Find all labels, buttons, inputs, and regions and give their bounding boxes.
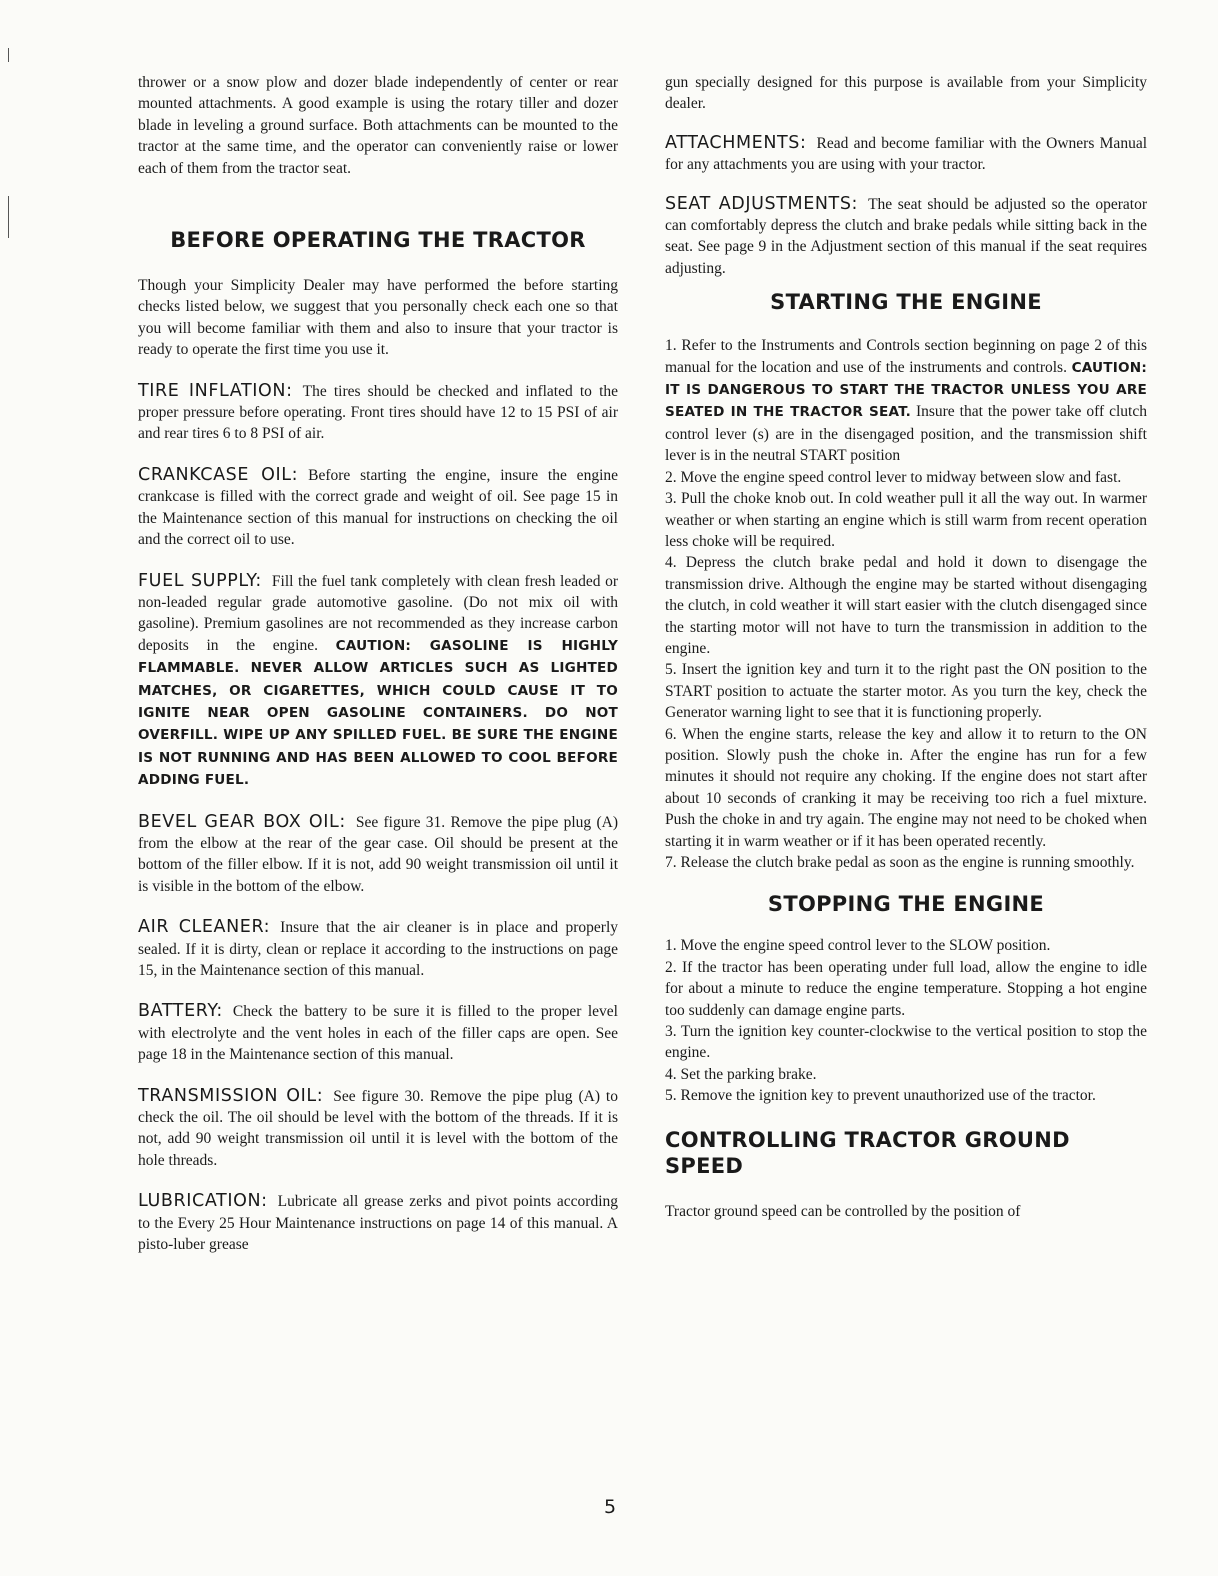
- section-heading-stopping-engine: STOPPING THE ENGINE: [767, 892, 1045, 917]
- list-item: 2. Move the engine speed control lever to midway between slow and fast.: [665, 468, 1122, 486]
- scan-mark: [8, 48, 9, 62]
- list-item: 4. Set the parking brake.: [665, 1065, 817, 1083]
- fuel-caution-text: CAUTION: GASOLINE IS HIGHLY FLAMMABLE. NEVER ALLOW ARTICLES SUCH AS LIGHTED MATCHES, OR CIGARETTES, WHICH COULD CAUSE IT TO IGNITE NEAR OPEN GASOLINE CONTAINERS. DO NOT OVERFILL. WIPE UP ANY SPILLED FUEL. BE SURE THE ENGINE IS NOT RUNNING AND HAS BEEN ALLOWED TO COOL BEFORE ADDING FUEL.: [138, 637, 618, 789]
- list-item: 5. Remove the ignition key to prevent unauthorized use of the tractor.: [665, 1087, 1096, 1105]
- seat-adjustments-text: The seat should be adjusted so the operator can comfortably depress the clutch and brake pedals while sitting back in the seat. See page 9 in the Adjustment section of this manual if the seat requires adjusting.: [665, 195, 1147, 277]
- crankcase-oil-text: Before starting the engine, insure the engine crankcase is filled with the correct grade and weight of oil. See page 15 in the Maintenance section of this manual for instructions on checking the oil and the correct oil to use.: [138, 466, 618, 549]
- lubrication-continued-paragraph: gun specially designed for this purpose is available from your Simplicity dealer.: [665, 74, 1147, 113]
- fuel-supply-label: FUEL SUPPLY:: [138, 570, 262, 591]
- battery-text: Check the battery to be sure it is filled to the proper level with electrolyte and the vent holes in each of the filler caps are open. See page 18 in the Maintenance section of this manual.: [138, 1003, 618, 1064]
- bevel-gear-label: BEVEL GEAR BOX OIL:: [138, 811, 346, 832]
- left-column: [138, 72, 618, 1255]
- section-heading-ground-speed: CONTROLLING TRACTOR GROUND SPEED: [665, 1127, 1070, 1178]
- stopping-steps-list: [665, 935, 1147, 1106]
- lubrication-label: LUBRICATION:: [138, 1191, 268, 1212]
- tire-inflation-label: TIRE INFLATION:: [138, 380, 293, 401]
- intro-paragraph: thrower or a snow plow and dozer blade independently of center or rear mounted attachments. A good example is using the rotary tiller and dozer blade in leveling a ground surface. Both attachments can be mounted to the tractor at the same time, and the operator can conveniently raise or lower each of them from the tractor seat.: [138, 74, 618, 177]
- bevel-gear-text: See figure 31. Remove the pipe plug (A) from the elbow at the rear of the gear case. Oil should be present at the bottom of the filler elbow. If it is not, add 90 weight transmission oil until it is visible in the bottom of the elbow.: [138, 813, 618, 895]
- attachments-text: Read and become familiar with the Owners Manual for any attachments you are using with your tractor.: [665, 134, 1147, 174]
- tire-inflation-section: [138, 381, 618, 445]
- lubrication-text: Lubricate all grease zerks and pivot points according to the Every 25 Hour Maintenance instructions on page 14 of this manual. A pisto-luber grease: [138, 1193, 618, 1254]
- starting-step-1-text: 1. Refer to the Instruments and Controls section beginning on page 2 of this manual for the location and use of the instruments and controls.: [665, 337, 1147, 376]
- right-column: [665, 72, 1147, 1222]
- list-item: 4. Depress the clutch brake pedal and hold it down to disengage the transmission drive. Although the engine may be started without disengaging the clutch, in cold weather it will start easier with the clutch disengaged since the starting motor will not have to turn the transmission in addition to the engine.: [665, 554, 1147, 657]
- fuel-supply-section: [138, 571, 618, 792]
- crankcase-oil-section: [138, 465, 618, 551]
- list-item: 6. When the engine starts, release the key and allow it to return to the ON position. Slowly push the choke in. After the engine has run for a few minutes it should not require any choking. If the engine does not start after about 10 seconds of cranking it may be receiving too rich a fuel mixture. Push the choke in and try again. The engine may not need to be choked when starting it in warm weather or if it has been operated recently.: [665, 725, 1147, 850]
- transmission-oil-section: [138, 1086, 618, 1172]
- air-cleaner-section: [138, 917, 618, 981]
- list-item: 3. Turn the ignition key counter-clockwise to the vertical position to stop the engine.: [665, 1023, 1147, 1062]
- list-item: 7. Release the clutch brake pedal as soon as the engine is running smoothly.: [665, 854, 1135, 871]
- transmission-oil-label: TRANSMISSION OIL:: [138, 1085, 324, 1106]
- attachments-section: [665, 133, 1147, 176]
- battery-section: [138, 1001, 618, 1065]
- scan-mark: [8, 196, 9, 238]
- section-heading-before-operating: BEFORE OPERATING THE TRACTOR: [170, 228, 586, 253]
- battery-label: BATTERY:: [138, 1001, 223, 1022]
- lubrication-section: [138, 1191, 618, 1255]
- starting-step-1-continued: Insure that the power take off clutch control lever (s) are in the disengaged position, and the transmission shift lever is in the neutral START position: [665, 403, 1147, 465]
- crankcase-oil-label: CRANKCASE OIL:: [138, 464, 299, 485]
- starting-steps-list: [665, 335, 1147, 873]
- list-item: 5. Insert the ignition key and turn it to the right past the ON position to the START position to actuate the starter motor. As you turn the key, check the Generator warning light to see that it is functioning properly.: [665, 661, 1147, 722]
- fuel-supply-text: Fill the fuel tank completely with clean fresh leaded or non-leaded regular grade automotive gasoline. (Do not mix oil with gasoline). Premium gasolines are not recommended as they increase carbon deposits in the engine.: [138, 572, 619, 654]
- list-item: [665, 335, 1147, 466]
- attachments-label: ATTACHMENTS:: [665, 132, 807, 153]
- before-operating-paragraph: Though your Simplicity Dealer may have performed the before starting checks listed below, we suggest that you personally check each one so that you will become familiar with them and also to insure that your tractor is ready to operate the first time you use it.: [138, 277, 618, 359]
- section-heading-starting-engine: STARTING THE ENGINE: [770, 290, 1042, 315]
- seat-adjustments-section: [665, 194, 1147, 280]
- starting-caution-text: CAUTION: IT IS DANGEROUS TO START THE TRACTOR UNLESS YOU ARE SEATED IN THE TRACTOR SEAT.: [665, 359, 1147, 421]
- tire-inflation-text: The tires should be checked and inflated to the proper pressure before operating. Front tires should have 12 to 15 PSI of air and rear tires 6 to 8 PSI of air.: [138, 382, 619, 443]
- air-cleaner-label: AIR CLEANER:: [138, 917, 271, 938]
- air-cleaner-text: Insure that the air cleaner is in place and properly sealed. If it is dirty, clean or replace it according to the instructions on page 15, in the Maintenance section of this manual.: [138, 919, 619, 979]
- list-item: 2. If the tractor has been operating under full load, allow the engine to idle for about a minute to reduce the engine temperature. Stopping a hot engine too suddenly can damage engine parts.: [665, 958, 1147, 1019]
- ground-speed-paragraph: Tractor ground speed can be controlled by the position of: [665, 1202, 1021, 1220]
- list-item: 3. Pull the choke knob out. In cold weather pull it all the way out. In warmer weather or when starting an engine which is still warm from recent operation less choke will be required.: [665, 490, 1147, 550]
- list-item: 1. Move the engine speed control lever to the SLOW position.: [665, 937, 1051, 955]
- bevel-gear-section: [138, 812, 618, 898]
- seat-adjustments-label: SEAT ADJUSTMENTS:: [665, 193, 859, 214]
- transmission-oil-text: See figure 30. Remove the pipe plug (A) to check the oil. The oil should be level with the bottom of the threads. If it is not, add 90 weight transmission oil until it is level with the bottom of the hole threads.: [138, 1087, 618, 1169]
- page-number: 5: [603, 1496, 617, 1518]
